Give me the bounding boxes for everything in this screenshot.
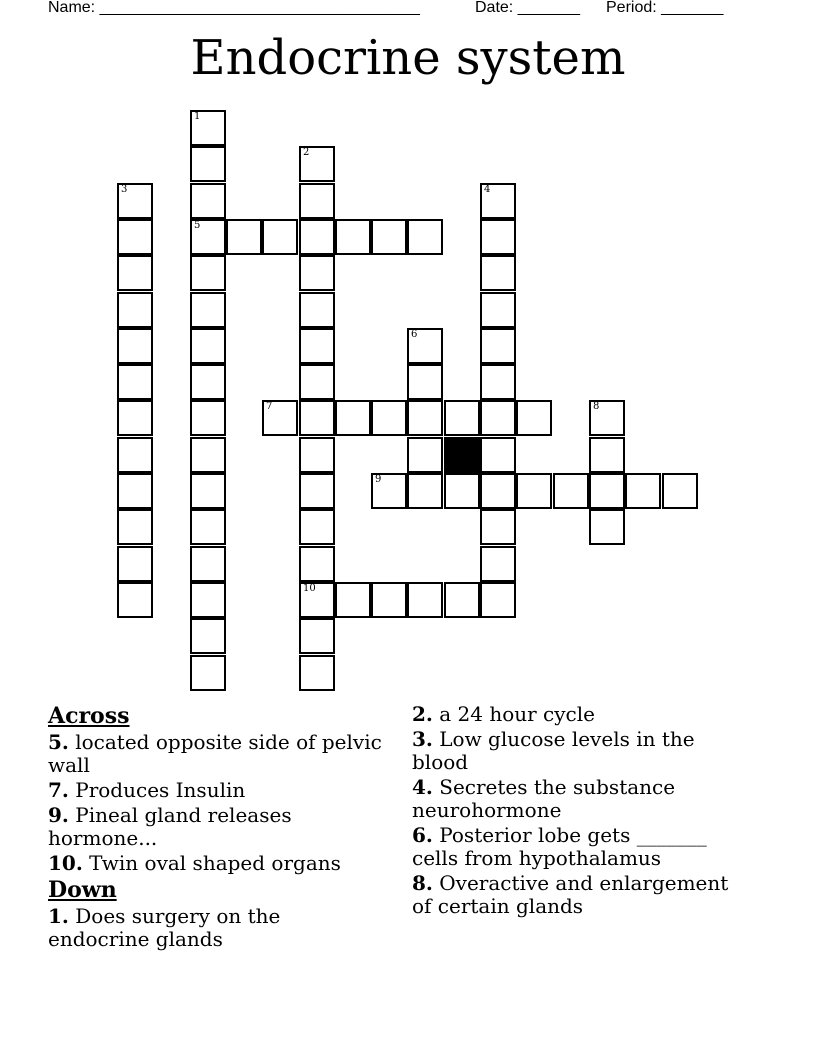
grid-cell[interactable] (190, 328, 226, 364)
clue-number: 2. (412, 702, 433, 726)
grid-cell[interactable] (117, 400, 153, 436)
clue-text: Secretes the substance neurohormone (412, 775, 676, 822)
grid-cell[interactable] (299, 183, 335, 219)
grid-cell[interactable] (407, 437, 443, 473)
cell-number: 4 (484, 184, 491, 195)
clue-down-6 (412, 824, 752, 870)
clue-number: 8. (412, 871, 433, 895)
clue-number: 3. (412, 727, 433, 751)
clue-across-5 (48, 731, 388, 777)
grid-cell[interactable] (480, 509, 516, 545)
grid-cell[interactable] (299, 473, 335, 509)
grid-cell[interactable] (407, 582, 443, 618)
grid-cell[interactable] (190, 110, 226, 146)
grid-cell[interactable] (589, 509, 625, 545)
clue-text: Pineal gland releases hormone... (48, 803, 292, 850)
grid-cell[interactable] (625, 473, 661, 509)
clues-right-column (412, 703, 752, 920)
cell-number: 2 (303, 147, 310, 158)
grid-cell[interactable] (516, 400, 552, 436)
grid-cell[interactable] (335, 582, 371, 618)
clue-down-1 (48, 905, 388, 951)
grid-cell[interactable] (190, 473, 226, 509)
grid-cell[interactable] (190, 618, 226, 654)
grid-cell[interactable] (480, 183, 516, 219)
grid-cell[interactable] (190, 292, 226, 328)
grid-cell[interactable] (262, 219, 298, 255)
clue-down-3 (412, 728, 752, 774)
cell-number: 6 (411, 329, 418, 340)
grid-cell[interactable] (117, 292, 153, 328)
grid-cell[interactable] (444, 473, 480, 509)
across-heading: Across (48, 703, 130, 729)
clue-text: Does surgery on the endocrine glands (48, 904, 281, 951)
clue-across-10 (48, 852, 388, 875)
grid-cell[interactable] (190, 219, 226, 255)
grid-cell[interactable] (371, 582, 407, 618)
date-field: Date: _______ (475, 0, 580, 16)
clue-text: Posterior lobe gets _______ cells from hypothalamus (412, 823, 707, 870)
clue-text: Overactive and enlargement of certain glands (412, 871, 729, 918)
grid-cell[interactable] (407, 328, 443, 364)
grid-cell[interactable] (444, 582, 480, 618)
grid-cell[interactable] (117, 183, 153, 219)
grid-cell[interactable] (299, 400, 335, 436)
clue-down-8 (412, 872, 752, 918)
grid-cell[interactable] (371, 473, 407, 509)
grid-cell[interactable] (299, 255, 335, 291)
grid-cell[interactable] (190, 255, 226, 291)
grid-cell[interactable] (480, 328, 516, 364)
grid-cell[interactable] (190, 146, 226, 182)
clue-down-4 (412, 776, 752, 822)
clue-number: 5. (48, 730, 69, 754)
grid-cell[interactable] (190, 437, 226, 473)
grid-cell[interactable] (480, 437, 516, 473)
grid-cell[interactable] (299, 219, 335, 255)
clue-across-9 (48, 804, 388, 850)
clue-number: 10. (48, 851, 83, 875)
grid-cell[interactable] (407, 400, 443, 436)
grid-cell[interactable] (299, 618, 335, 654)
grid-cell[interactable] (480, 255, 516, 291)
cell-number: 3 (121, 184, 128, 195)
clue-across-7 (48, 779, 388, 802)
grid-cell[interactable] (480, 582, 516, 618)
clue-number: 9. (48, 803, 69, 827)
clue-text: located opposite side of pelvic wall (48, 730, 382, 777)
cell-number: 10 (303, 583, 316, 594)
clue-text: Produces Insulin (68, 778, 246, 802)
grid-cell[interactable] (117, 219, 153, 255)
grid-cell[interactable] (480, 546, 516, 582)
clue-number: 4. (412, 775, 433, 799)
grid-cell[interactable] (226, 219, 262, 255)
grid-cell[interactable] (407, 364, 443, 400)
clues-left-column (48, 703, 388, 953)
cell-number: 5 (194, 220, 201, 231)
grid-cell[interactable] (117, 546, 153, 582)
grid-cell[interactable] (335, 219, 371, 255)
clue-number: 6. (412, 823, 433, 847)
grid-cell[interactable] (190, 582, 226, 618)
grid-cell[interactable] (117, 509, 153, 545)
clue-text: a 24 hour cycle (432, 702, 595, 726)
grid-cell[interactable] (190, 509, 226, 545)
grid-cell[interactable] (589, 400, 625, 436)
clue-text: Twin oval shaped organs (82, 851, 341, 875)
grid-cell[interactable] (117, 255, 153, 291)
grid-cell[interactable] (299, 328, 335, 364)
grid-cell[interactable] (407, 219, 443, 255)
grid-cell[interactable] (117, 437, 153, 473)
grid-cell[interactable] (190, 183, 226, 219)
grid-cell[interactable] (553, 473, 589, 509)
grid-cell[interactable] (407, 473, 443, 509)
grid-cell[interactable] (335, 400, 371, 436)
grid-cell[interactable] (299, 655, 335, 691)
grid-cell[interactable] (299, 364, 335, 400)
grid-cell[interactable] (299, 582, 335, 618)
grid-cell[interactable] (480, 292, 516, 328)
grid-cell[interactable] (444, 400, 480, 436)
clue-number: 7. (48, 778, 69, 802)
grid-cell[interactable] (480, 400, 516, 436)
cell-number: 9 (375, 474, 382, 485)
grid-cell[interactable] (299, 292, 335, 328)
grid-cell[interactable] (190, 655, 226, 691)
cell-number: 7 (266, 401, 273, 412)
cell-number: 8 (593, 401, 600, 412)
grid-cell[interactable] (480, 364, 516, 400)
page-title: Endocrine system (190, 30, 626, 86)
grid-cell[interactable] (117, 582, 153, 618)
cell-number: 1 (194, 111, 201, 122)
grid-cell[interactable] (589, 437, 625, 473)
grid-cell[interactable] (589, 473, 625, 509)
grid-cell[interactable] (299, 509, 335, 545)
period-field: Period: _______ (606, 0, 724, 16)
grid-cell[interactable] (262, 400, 298, 436)
grid-cell[interactable] (190, 546, 226, 582)
grid-cell[interactable] (480, 473, 516, 509)
grid-cell[interactable] (117, 473, 153, 509)
grid-cell[interactable] (190, 364, 226, 400)
down-heading: Down (48, 877, 117, 903)
grid-cell[interactable] (299, 437, 335, 473)
grid-cell[interactable] (299, 146, 335, 182)
grid-cell[interactable] (516, 473, 552, 509)
clue-number: 1. (48, 904, 69, 928)
grid-cell[interactable] (662, 473, 698, 509)
grid-cell[interactable] (480, 219, 516, 255)
grid-cell[interactable] (371, 400, 407, 436)
grid-cell[interactable] (190, 400, 226, 436)
grid-cell[interactable] (299, 546, 335, 582)
black-cell (444, 437, 480, 473)
name-field: Name: ____________________________________ (48, 0, 420, 16)
grid-cell[interactable] (117, 364, 153, 400)
clue-text: Low glucose levels in the blood (412, 727, 695, 774)
clue-down-2 (412, 703, 752, 726)
grid-cell[interactable] (371, 219, 407, 255)
grid-cell[interactable] (117, 328, 153, 364)
